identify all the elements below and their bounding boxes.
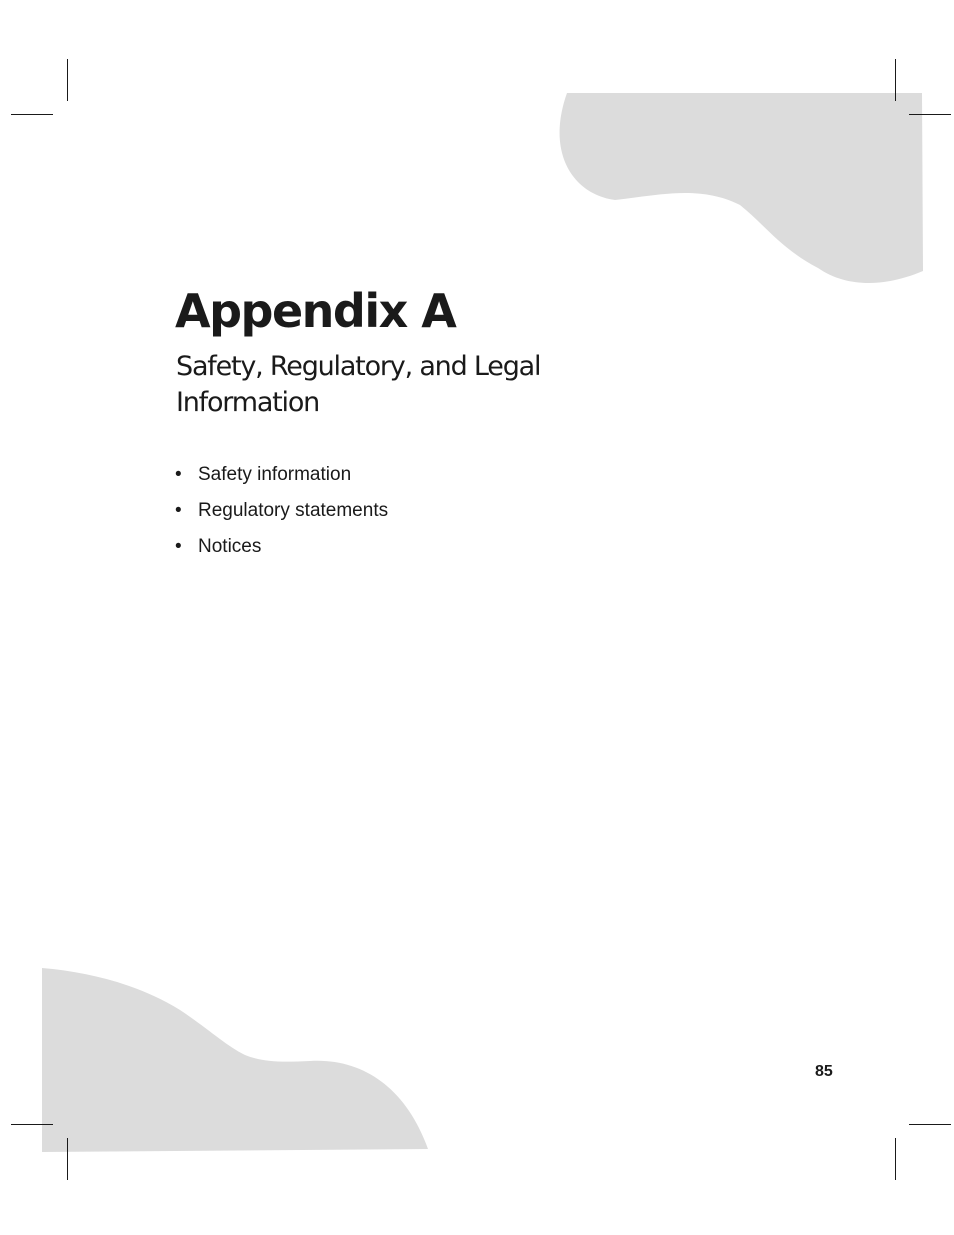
list-item	[175, 534, 388, 570]
crop-mark	[909, 114, 951, 115]
list-item-label: Notices	[198, 536, 262, 557]
bullet-icon: •	[175, 500, 182, 521]
list-item	[175, 462, 388, 498]
crop-mark	[67, 1138, 68, 1180]
top-right-wave-shape	[560, 93, 923, 283]
crop-mark	[67, 59, 68, 101]
list-item	[175, 498, 388, 534]
bottom-left-wave-shape	[42, 968, 428, 1152]
page-number: 85	[815, 1063, 833, 1080]
topic-list	[175, 462, 388, 570]
crop-mark	[11, 114, 53, 115]
appendix-subtitle: Safety, Regulatory, and Legal Information	[176, 351, 541, 418]
list-item-label: Regulatory statements	[198, 500, 389, 521]
crop-mark	[895, 59, 896, 101]
bullet-icon: •	[175, 464, 182, 485]
bullet-icon: •	[175, 536, 182, 557]
list-item-label: Safety information	[198, 464, 352, 485]
appendix-title: Appendix A	[175, 284, 456, 338]
crop-mark	[895, 1138, 896, 1180]
crop-mark	[11, 1124, 53, 1125]
crop-mark	[909, 1124, 951, 1125]
